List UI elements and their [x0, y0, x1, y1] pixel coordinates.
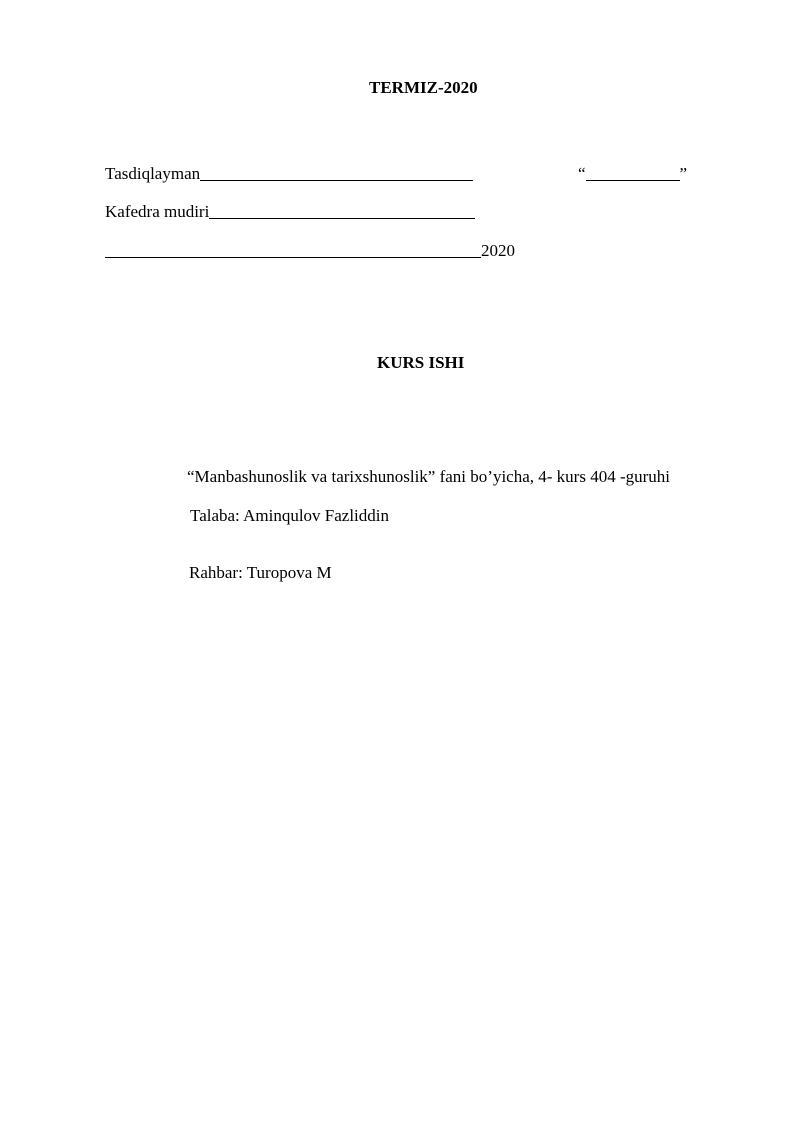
date-open-quote: “	[578, 164, 586, 183]
year-blank-line	[105, 256, 481, 258]
date-field	[578, 164, 687, 184]
department-head-line	[105, 202, 475, 222]
subject-line: “Manbashunoslik va tarixshunoslik” fani bo’yicha, 4- kurs 404 -guruhi	[187, 467, 670, 486]
approve-signature-line	[200, 179, 473, 181]
department-head-signature-line	[209, 217, 475, 219]
date-close-quote: ”	[679, 164, 688, 183]
supervisor-line: Rahbar: Turopova M	[189, 563, 332, 582]
date-blank-line	[586, 179, 680, 181]
department-head-label: Kafedra mudiri	[105, 202, 210, 221]
approval-year: 2020	[481, 241, 515, 260]
student-line: Talaba: Aminqulov Fazliddin	[190, 506, 390, 525]
approve-line	[105, 164, 473, 184]
work-title: KURS ISHI	[377, 353, 465, 372]
city-year-heading: TERMIZ-2020	[369, 78, 478, 97]
approve-label: Tasdiqlayman	[105, 164, 201, 183]
year-line	[105, 241, 515, 261]
